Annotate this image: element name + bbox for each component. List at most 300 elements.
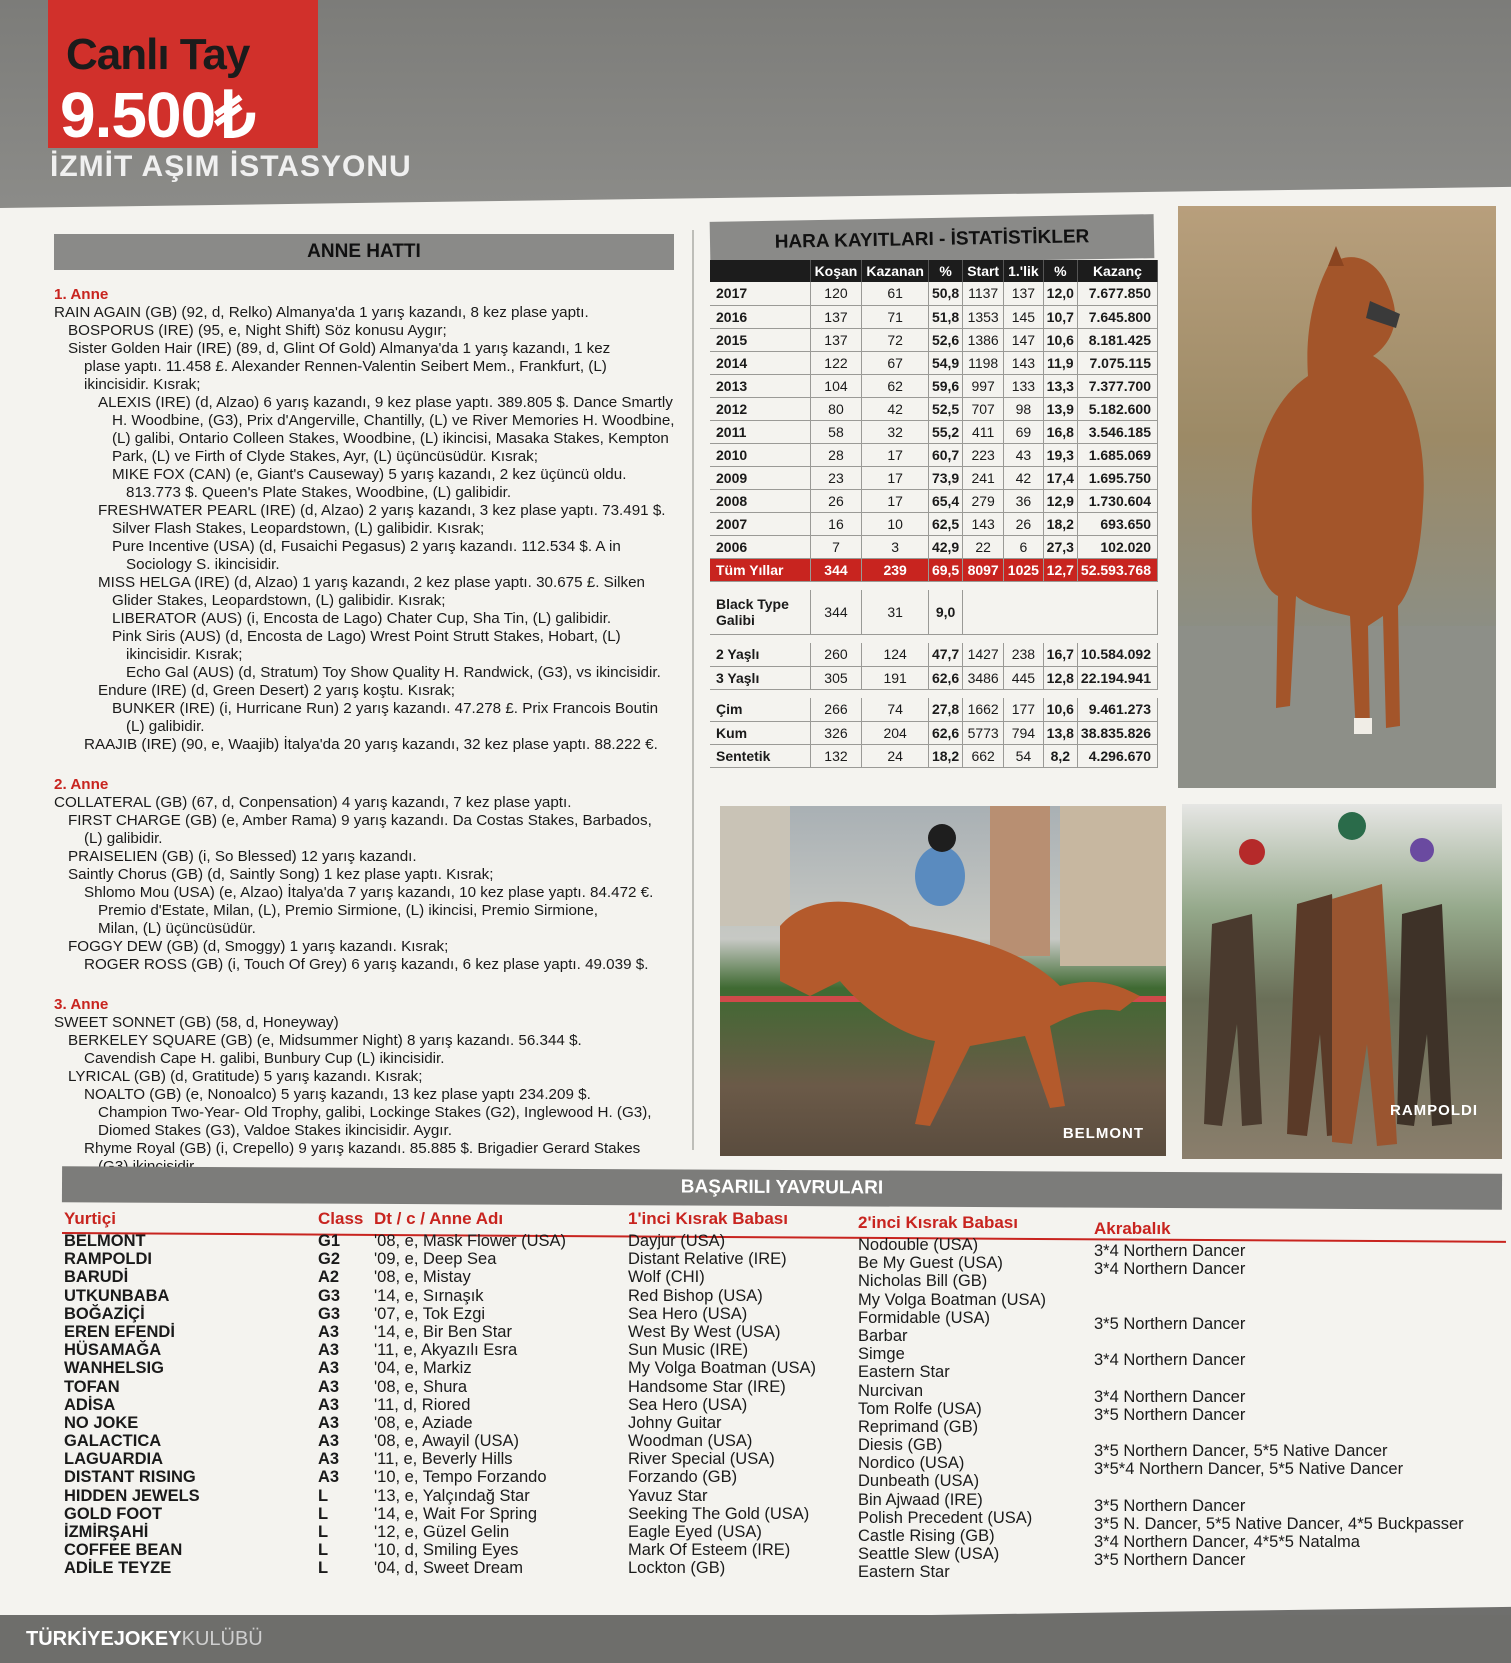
stats-cell: 260 <box>810 643 862 666</box>
stats-cell: 54 <box>1004 744 1044 767</box>
stats-cell: 344 <box>810 590 862 634</box>
offspring-first-damsire: Mark Of Esteem (IRE) <box>628 1541 791 1560</box>
pedigree-line: RAAJIB (IRE) (90, e, Waajib) İtalya'da 20 yarış kazandı, 32 kez plase yaptı. 88.222 €. <box>84 736 658 753</box>
offspring-relation <box>1094 1478 1508 1496</box>
offspring-dam: '12, e, Güzel Gelin <box>374 1523 510 1541</box>
stats-cell: 71 <box>862 305 929 328</box>
offspring-dam: '04, d, Sweet Dream <box>374 1559 523 1578</box>
stats-cell: 22 <box>963 535 1004 558</box>
offspring-class: A3 <box>318 1468 340 1487</box>
stats-spacer <box>710 581 1158 590</box>
offspring-class: L <box>318 1541 329 1560</box>
stats-cell: 47,7 <box>928 643 962 666</box>
dam-generation-label: 1. Anne <box>54 286 109 303</box>
offspring-first-damsire: Distant Relative (IRE) <box>628 1250 787 1269</box>
offspring-class: G3 <box>318 1304 341 1323</box>
offspring-name: RAMPOLDI <box>64 1250 152 1269</box>
pedigree-line: Pure Incentive (USA) (d, Fusaichi Pegasus) 2 yarış kazandı. 112.534 $. A in <box>112 538 621 555</box>
brand-part-3: KULÜBÜ <box>181 1628 263 1650</box>
offspring-first-damsire: West By West (USA) <box>628 1322 781 1341</box>
pedigree-line: FRESHWATER PEARL (IRE) (d, Alzao) 2 yarış kazandı, 3 kez plase yaptı. 73.491 $. <box>98 502 666 519</box>
stats-cell: 145 <box>1004 305 1044 328</box>
stats-cell: 12,8 <box>1043 666 1077 689</box>
stats-cell: 2013 <box>710 374 810 397</box>
stats-header-row <box>710 260 1158 282</box>
stats-cell: 2009 <box>710 466 810 489</box>
stats-cell: 43 <box>1004 443 1044 466</box>
stats-cell: 143 <box>1004 351 1044 374</box>
offspring-class: A3 <box>318 1322 340 1341</box>
horse-illustration <box>1178 206 1496 788</box>
black-type-row <box>710 590 1158 634</box>
offspring-name: HÜSAMAĞA <box>64 1341 162 1360</box>
stats-cell: 52,5 <box>928 397 962 420</box>
pedigree-line: Shlomo Mou (USA) (e, Alzao) İtalya'da 7 yarış kazandı, 10 kez plase yaptı. 84.472 €. <box>84 884 654 901</box>
stats-spacer <box>710 689 1158 698</box>
stats-cell: 7.377.700 <box>1077 374 1157 397</box>
offspring-relation: 3*5 Northern Dancer, 5*5 Native Dancer <box>1094 1442 1388 1461</box>
stats-cell: 147 <box>1004 328 1044 351</box>
pedigree-line: NOALTO (GB) (e, Nonoalco) 5 yarış kazandı, 13 kez plase yaptı 234.209 $. <box>84 1086 591 1103</box>
stats-cell: 31 <box>862 590 929 634</box>
offspring-second-damsire: My Volga Boatman (USA) <box>858 1290 1046 1309</box>
stats-cell: 73,9 <box>928 466 962 489</box>
offspring-name: NO JOKE <box>64 1413 139 1432</box>
pedigree-line: (L) galibidir. <box>126 718 205 735</box>
offspring-dam: '08, e, Awayil (USA) <box>374 1432 519 1451</box>
offspring-relation <box>1094 1569 1508 1587</box>
stats-cell: 2010 <box>710 443 810 466</box>
pedigree-line: Premio d'Estate, Milan, (L), Premio Sirmione, (L) ikincisi, Premio Sirmione, <box>98 902 599 919</box>
offspring-second-damsire: Be My Guest (USA) <box>858 1254 1003 1273</box>
pedigree-text <box>54 286 684 1176</box>
pedigree-line: Echo Gal (AUS) (d, Stratum) Toy Show Quality H. Randwick, (G3), vs ikincisidir. <box>126 664 661 681</box>
stats-cell: 12,9 <box>1043 489 1077 512</box>
offspring-relation-column <box>1094 1220 1508 1588</box>
stats-cell: 266 <box>810 698 862 721</box>
stats-cell: 10.584.092 <box>1077 643 1157 666</box>
offspring-first-damsire: My Volga Boatman (USA) <box>628 1359 816 1378</box>
offspring-first-damsire-column <box>628 1210 854 1578</box>
offspring-dam: '08, e, Mask Flower (USA) <box>374 1232 567 1250</box>
k1-header: 1'inci Kısrak Babası <box>628 1209 788 1228</box>
belmont-label: BELMONT <box>1062 1125 1144 1142</box>
offspring-first-damsire: Yavuz Star <box>628 1486 708 1505</box>
offspring-name: DISTANT RISING <box>64 1468 196 1487</box>
stats-cell: 32 <box>862 420 929 443</box>
offspring-dam: '14, e, Wait For Spring <box>374 1504 538 1523</box>
offspring-class: A3 <box>318 1377 340 1396</box>
stats-cell: 69,5 <box>928 558 962 581</box>
stats-cell: 17,4 <box>1043 466 1077 489</box>
offspring-dam: '10, d, Smiling Eyes <box>374 1541 519 1560</box>
offspring-name: COFFEE BEAN <box>64 1541 183 1560</box>
stats-cell: 5.182.600 <box>1077 397 1157 420</box>
offspring-class: A3 <box>318 1341 340 1360</box>
offspring-second-damsire: Castle Rising (GB) <box>858 1527 995 1545</box>
offspring-dam: '10, e, Tempo Forzando <box>374 1468 547 1487</box>
stats-cell: 2016 <box>710 305 810 328</box>
pedigree-line: PRAISELIEN (GB) (i, So Blessed) 12 yarış kazandı. <box>68 848 417 865</box>
pedigree-line: Milan, (L) üçüncüsüdür. <box>98 920 256 937</box>
stats-cell: 16 <box>810 512 862 535</box>
stats-cell: 13,3 <box>1043 374 1077 397</box>
offspring-second-damsire: Reprimand (GB) <box>858 1417 979 1436</box>
stats-col-header: Kazanan <box>862 260 929 282</box>
offspring-dam: '04, e, Markiz <box>374 1359 472 1378</box>
stats-cell: 1.695.750 <box>1077 466 1157 489</box>
offspring-dam: '11, e, Akyazılı Esra <box>374 1341 518 1360</box>
offspring-first-damsire: Red Bishop (USA) <box>628 1286 763 1305</box>
stats-cell: 11,9 <box>1043 351 1077 374</box>
offspring-class: A3 <box>318 1413 340 1432</box>
stats-cell: 10,7 <box>1043 305 1077 328</box>
stats-cell: 72 <box>862 328 929 351</box>
offspring-relation: 3*4 Northern Dancer, 4*5*5 Natalma <box>1094 1533 1360 1551</box>
block-spacer <box>54 754 684 776</box>
stats-cell: 42 <box>1004 466 1044 489</box>
stats-cell: 52.593.768 <box>1077 558 1157 581</box>
offspring-relation: 3*4 Northern Dancer <box>1094 1387 1246 1406</box>
stats-cell: 59,6 <box>928 374 962 397</box>
offspring-second-damsire: Eastern Star <box>858 1363 950 1382</box>
stats-surface-row <box>710 698 1158 721</box>
pedigree-line: ikincisidir. Kısrak; <box>126 646 243 663</box>
pedigree-line: Glider Stakes, Leopardstown, (L) galibidir. Kısrak; <box>112 592 446 609</box>
offspring-relation: 3*5 Northern Dancer <box>1094 1405 1246 1424</box>
pedigree-line: Diomed Stakes (G3), Valdoe Stakes ikincisidir. Aygır. <box>98 1122 452 1139</box>
offspring-name: HIDDEN JEWELS <box>64 1486 200 1505</box>
pedigree-line: Sister Golden Hair (IRE) (89, d, Glint Of Gold) Almanya'da 1 yarış kazandı, 1 kez <box>68 340 611 357</box>
stats-cell: 16,7 <box>1043 643 1077 666</box>
offspring-class: L <box>318 1486 329 1505</box>
stats-cell: 3 <box>862 535 929 558</box>
stats-cell: 411 <box>963 420 1004 443</box>
offspring-dam: '11, e, Beverly Hills <box>374 1450 513 1469</box>
offspring-dam: '08, e, Aziade <box>374 1413 473 1432</box>
stats-cell: 8,2 <box>1043 744 1077 767</box>
stats-cell: 10,6 <box>1043 698 1077 721</box>
pedigree-line: plase yaptı. 11.458 £. Alexander Rennen-Valentin Seibert Mem., Frankfurt, (L) <box>84 358 607 375</box>
stats-cell: 42 <box>862 397 929 420</box>
stats-cell: 120 <box>810 282 862 305</box>
stats-cell: 62,5 <box>928 512 962 535</box>
stats-cell: 10,6 <box>1043 328 1077 351</box>
column-divider <box>692 230 694 1150</box>
offspring-first-damsire: Eagle Eyed (USA) <box>628 1523 762 1541</box>
stats-cell: 1.685.069 <box>1077 443 1157 466</box>
offspring-relation: 3*4 Northern Dancer <box>1094 1260 1246 1279</box>
offspring-second-damsire: Nodouble (USA) <box>858 1236 979 1254</box>
stats-cell: 7.075.115 <box>1077 351 1157 374</box>
stats-cell: 36 <box>1004 489 1044 512</box>
stats-cell: 26 <box>810 489 862 512</box>
stats-cell: 7.645.800 <box>1077 305 1157 328</box>
stats-cell: 2 Yaşlı <box>710 643 810 666</box>
pedigree-line: FIRST CHARGE (GB) (e, Amber Rama) 9 yarış kazandı. Da Costas Stakes, Barbados, <box>68 812 652 829</box>
stats-cell: 23 <box>810 466 862 489</box>
stats-cell: 143 <box>963 512 1004 535</box>
stats-cell: 4.296.670 <box>1077 744 1157 767</box>
offspring-first-damsire: Forzando (GB) <box>628 1468 738 1487</box>
offspring-name: EREN EFENDİ <box>64 1322 175 1341</box>
pedigree-line: 813.773 $. Queen's Plate Stakes, Woodbine, (L) galibidir. <box>126 484 512 501</box>
stats-cell: 104 <box>810 374 862 397</box>
offspring-dam-column <box>374 1210 624 1578</box>
pedigree-line: BERKELEY SQUARE (GB) (e, Midsummer Night) 8 yarış kazandı. 56.344 $. <box>68 1032 582 1049</box>
stats-cell: 1.730.604 <box>1077 489 1157 512</box>
stats-cell: 305 <box>810 666 862 689</box>
stats-cell: 8.181.425 <box>1077 328 1157 351</box>
stats-cell: 3.546.185 <box>1077 420 1157 443</box>
offspring-relation <box>1094 1369 1508 1387</box>
offspring-relation: 3*5 Northern Dancer <box>1094 1551 1246 1570</box>
offspring-class: G1 <box>318 1232 341 1250</box>
stats-cell: 80 <box>810 397 862 420</box>
offspring-second-damsire: Eastern Star <box>858 1563 950 1582</box>
offspring-second-damsire: Polish Precedent (USA) <box>858 1508 1033 1527</box>
stats-cell: 1353 <box>963 305 1004 328</box>
stats-cell: 241 <box>963 466 1004 489</box>
stats-cell: 51,8 <box>928 305 962 328</box>
pedigree-line: ROGER ROSS (GB) (i, Touch Of Grey) 6 yarış kazandı, 6 kez plase yaptı. 49.039 $. <box>84 956 649 973</box>
pedigree-line: Rhyme Royal (GB) (i, Crepello) 9 yarış kazandı. 85.885 $. Brigadier Gerard Stakes <box>84 1140 641 1157</box>
stats-cell: Çim <box>710 698 810 721</box>
stats-cell: Kum <box>710 721 810 744</box>
stats-col-header: Kazanç <box>1077 260 1157 282</box>
anne-hatti-heading: ANNE HATTI <box>54 234 674 270</box>
stats-cell: 42,9 <box>928 535 962 558</box>
rampoldi-photo <box>1182 804 1502 1159</box>
offspring-class: L <box>318 1559 329 1578</box>
offspring-first-damsire: Sun Music (IRE) <box>628 1341 749 1360</box>
offspring-class: A2 <box>318 1268 340 1287</box>
stats-cell: 137 <box>810 305 862 328</box>
stats-cell: 28 <box>810 443 862 466</box>
akr-header: Akrabalık <box>1094 1219 1171 1238</box>
stats-cell: 10 <box>862 512 929 535</box>
pedigree-line: SWEET SONNET (GB) (58, d, Honeyway) <box>54 1014 339 1031</box>
stats-cell: 3486 <box>963 666 1004 689</box>
rampoldi-label: RAMPOLDI <box>1390 1102 1478 1119</box>
stats-cell: 997 <box>963 374 1004 397</box>
stats-cell: 17 <box>862 443 929 466</box>
offspring-relation <box>1094 1297 1508 1315</box>
stats-cell: 177 <box>1004 698 1044 721</box>
stats-cell: 344 <box>810 558 862 581</box>
offspring-class-column <box>318 1210 374 1578</box>
offspring-second-damsire: Barbar <box>858 1326 908 1345</box>
offspring-second-damsire: Nurcivan <box>858 1381 924 1400</box>
pedigree-line: BUNKER (IRE) (i, Hurricane Run) 2 yarış kazandı. 47.278 £. Prix Francois Boutin <box>112 700 659 717</box>
stats-cell: 18,2 <box>928 744 962 767</box>
stats-cell: 16,8 <box>1043 420 1077 443</box>
stats-cell: 707 <box>963 397 1004 420</box>
offspring-name: BARUDİ <box>64 1268 129 1287</box>
offspring-dam: '08, e, Mistay <box>374 1268 471 1287</box>
stats-cell: 1137 <box>963 282 1004 305</box>
stats-surface-row <box>710 721 1158 744</box>
stats-cell: 65,4 <box>928 489 962 512</box>
pedigree-line: ALEXIS (IRE) (d, Alzao) 6 yarış kazandı, 9 kez plase yaptı. 389.805 $. Dance Smartly <box>98 394 673 411</box>
stats-cell: 132 <box>810 744 862 767</box>
stats-cell: 18,2 <box>1043 512 1077 535</box>
yurtici-header: Yurtiçi <box>64 1209 116 1228</box>
stats-cell: 102.020 <box>1077 535 1157 558</box>
race-horse-illustration <box>720 806 1166 1156</box>
dam-generation-label: 2. Anne <box>54 776 109 793</box>
stats-col-header: Start <box>963 260 1004 282</box>
stats-cell: 55,2 <box>928 420 962 443</box>
stats-year-row <box>710 489 1158 512</box>
offspring-first-damsire: Dayjur (USA) <box>628 1232 726 1250</box>
stats-total-row <box>710 558 1158 581</box>
stats-year-row <box>710 420 1158 443</box>
offspring-relation: 3*5*4 Northern Dancer, 5*5 Native Dancer <box>1094 1460 1404 1479</box>
offspring-class: G3 <box>318 1286 341 1305</box>
stats-cell: 26 <box>1004 512 1044 535</box>
dam-generation-label: 3. Anne <box>54 996 109 1013</box>
stats-cell: 17 <box>862 489 929 512</box>
stats-year-row <box>710 443 1158 466</box>
stats-cell: 204 <box>862 721 929 744</box>
pedigree-line: (L) galibidir. <box>84 830 163 847</box>
stats-cell: 1386 <box>963 328 1004 351</box>
stats-cell: 67 <box>862 351 929 374</box>
station-name: İZMİT AŞIM İSTASYONU <box>50 150 412 183</box>
offspring-relation: 3*5 N. Dancer, 5*5 Native Dancer, 4*5 Buckpasser <box>1094 1514 1464 1533</box>
offspring-second-damsire: Seattle Slew (USA) <box>858 1545 1000 1564</box>
stats-year-row <box>710 535 1158 558</box>
stats-cell: 6 <box>1004 535 1044 558</box>
offspring-first-damsire: Sea Hero (USA) <box>628 1304 748 1323</box>
stats-col-header <box>710 260 810 282</box>
offspring-first-damsire: Wolf (CHI) <box>628 1268 705 1287</box>
offspring-class: A3 <box>318 1395 340 1414</box>
offspring-name: BOĞAZİÇİ <box>64 1304 145 1323</box>
stats-cell: 60,7 <box>928 443 962 466</box>
pedigree-line: COLLATERAL (GB) (67, d, Conpensation) 4 yarış kazandı, 7 kez plase yaptı. <box>54 794 572 811</box>
stats-cell: 54,9 <box>928 351 962 374</box>
pedigree-line: Silver Flash Stakes, Leopardstown, (L) galibidir. Kısrak; <box>112 520 485 537</box>
pedigree-line: Park, (L) ve Firth of Clyde Stakes, Ayr, (L) üçüncüsüdür. Kısrak; <box>112 448 538 465</box>
stats-cell: 13,8 <box>1043 721 1077 744</box>
brand-logo <box>26 1628 263 1651</box>
stats-year-row <box>710 374 1158 397</box>
stats-cell: 58 <box>810 420 862 443</box>
stats-cell: 50,8 <box>928 282 962 305</box>
stats-cell: 191 <box>862 666 929 689</box>
stats-cell: 27,3 <box>1043 535 1077 558</box>
offspring-name: İZMİRŞAHİ <box>64 1523 149 1541</box>
offspring-name: WANHELSIG <box>64 1359 164 1378</box>
hara-heading: HARA KAYITLARI - İSTATİSTİKLER <box>710 214 1155 266</box>
stats-col-header: 1.'lik <box>1004 260 1044 282</box>
stats-age-row <box>710 666 1158 689</box>
offspring-relation <box>1094 1424 1508 1442</box>
offspring-second-damsire: Dunbeath (USA) <box>858 1472 980 1491</box>
pedigree-line: FOGGY DEW (GB) (d, Smoggy) 1 yarış kazandı. Kısrak; <box>68 938 449 955</box>
offspring-second-damsire: Simge <box>858 1345 905 1364</box>
offspring-first-damsire: Johny Guitar <box>628 1413 722 1432</box>
stats-cell: 19,3 <box>1043 443 1077 466</box>
pedigree-line: Pink Siris (AUS) (d, Encosta de Lago) Wrest Point Strutt Stakes, Hobart, (L) <box>112 628 621 645</box>
stats-cell: 3 Yaşlı <box>710 666 810 689</box>
stats-cell: 62,6 <box>928 721 962 744</box>
stats-cell: 74 <box>862 698 929 721</box>
stats-cell: 98 <box>1004 397 1044 420</box>
offspring-class: L <box>318 1523 329 1541</box>
offspring-class: G2 <box>318 1250 341 1269</box>
stats-col-header: % <box>1043 260 1077 282</box>
offspring-second-damsire-column <box>858 1214 1090 1582</box>
offspring-dam: '08, e, Shura <box>374 1377 468 1396</box>
stats-cell: 5773 <box>963 721 1004 744</box>
stats-cell: 239 <box>862 558 929 581</box>
offspring-relation: 3*4 Northern Dancer <box>1094 1351 1246 1370</box>
offspring-dam: '13, e, Yalçındağ Star <box>374 1486 530 1505</box>
pedigree-line: BOSPORUS (IRE) (95, e, Night Shift) Söz konusu Aygır; <box>68 322 447 339</box>
offspring-relation: 3*4 Northern Dancer <box>1094 1242 1246 1260</box>
stats-cell: 662 <box>963 744 1004 767</box>
stats-table <box>710 260 1158 768</box>
pedigree-line: Cavendish Cape H. galibi, Bunbury Cup (L) ikincisidir. <box>84 1050 445 1067</box>
stats-col-header: Koşan <box>810 260 862 282</box>
offspring-first-damsire: Lockton (GB) <box>628 1559 726 1578</box>
stats-cell: 133 <box>1004 374 1044 397</box>
offspring-class: L <box>318 1504 329 1523</box>
offspring-second-damsire: Nicholas Bill (GB) <box>858 1272 988 1291</box>
offspring-relation: 3*5 Northern Dancer <box>1094 1496 1246 1515</box>
stats-cell: 62,6 <box>928 666 962 689</box>
stats-year-row <box>710 397 1158 420</box>
stats-cell: 2011 <box>710 420 810 443</box>
stats-cell: 2006 <box>710 535 810 558</box>
stats-surface-row <box>710 744 1158 767</box>
stats-cell: 27,8 <box>928 698 962 721</box>
stats-year-row <box>710 282 1158 305</box>
stats-year-row <box>710 512 1158 535</box>
offspring-relation: 3*5 Northern Dancer <box>1094 1314 1246 1333</box>
stats-cell: 137 <box>810 328 862 351</box>
stats-cell: 8097 <box>963 558 1004 581</box>
offspring-dam: '14, e, Sırnaşık <box>374 1286 484 1305</box>
stats-cell: 12,7 <box>1043 558 1077 581</box>
stats-cell: 9.461.273 <box>1077 698 1157 721</box>
pedigree-line: Champion Two-Year- Old Trophy, galibi, Lockinge Stakes (G2), Inglewood H. (G3), <box>98 1104 652 1121</box>
stats-cell: 122 <box>810 351 862 374</box>
stats-age-row <box>710 643 1158 666</box>
stats-cell: 1025 <box>1004 558 1044 581</box>
k2-header: 2'inci Kısrak Babası <box>858 1213 1018 1232</box>
pedigree-line: MIKE FOX (CAN) (e, Giant's Causeway) 5 yarış kazandı, 2 kez üçüncü oldu. <box>112 466 627 483</box>
brand-part-1: TÜRKİYE <box>26 1628 114 1650</box>
offspring-dam: '09, e, Deep Sea <box>374 1250 497 1269</box>
stats-cell: 693.650 <box>1077 512 1157 535</box>
stats-cell: 238 <box>1004 643 1044 666</box>
offspring-class: A3 <box>318 1359 340 1378</box>
stats-empty-cell <box>963 590 1158 634</box>
stats-cell: 2008 <box>710 489 810 512</box>
stats-year-row <box>710 466 1158 489</box>
offspring-name: TOFAN <box>64 1377 120 1396</box>
block-spacer <box>54 974 684 996</box>
pedigree-line: Saintly Chorus (GB) (d, Saintly Song) 1 kez plase yaptı. Kısrak; <box>68 866 494 883</box>
class-header: Class <box>318 1209 364 1228</box>
brand-part-2: JOKEY <box>113 1628 182 1650</box>
stats-cell: Sentetik <box>710 744 810 767</box>
offspring-names-column <box>64 1210 314 1578</box>
